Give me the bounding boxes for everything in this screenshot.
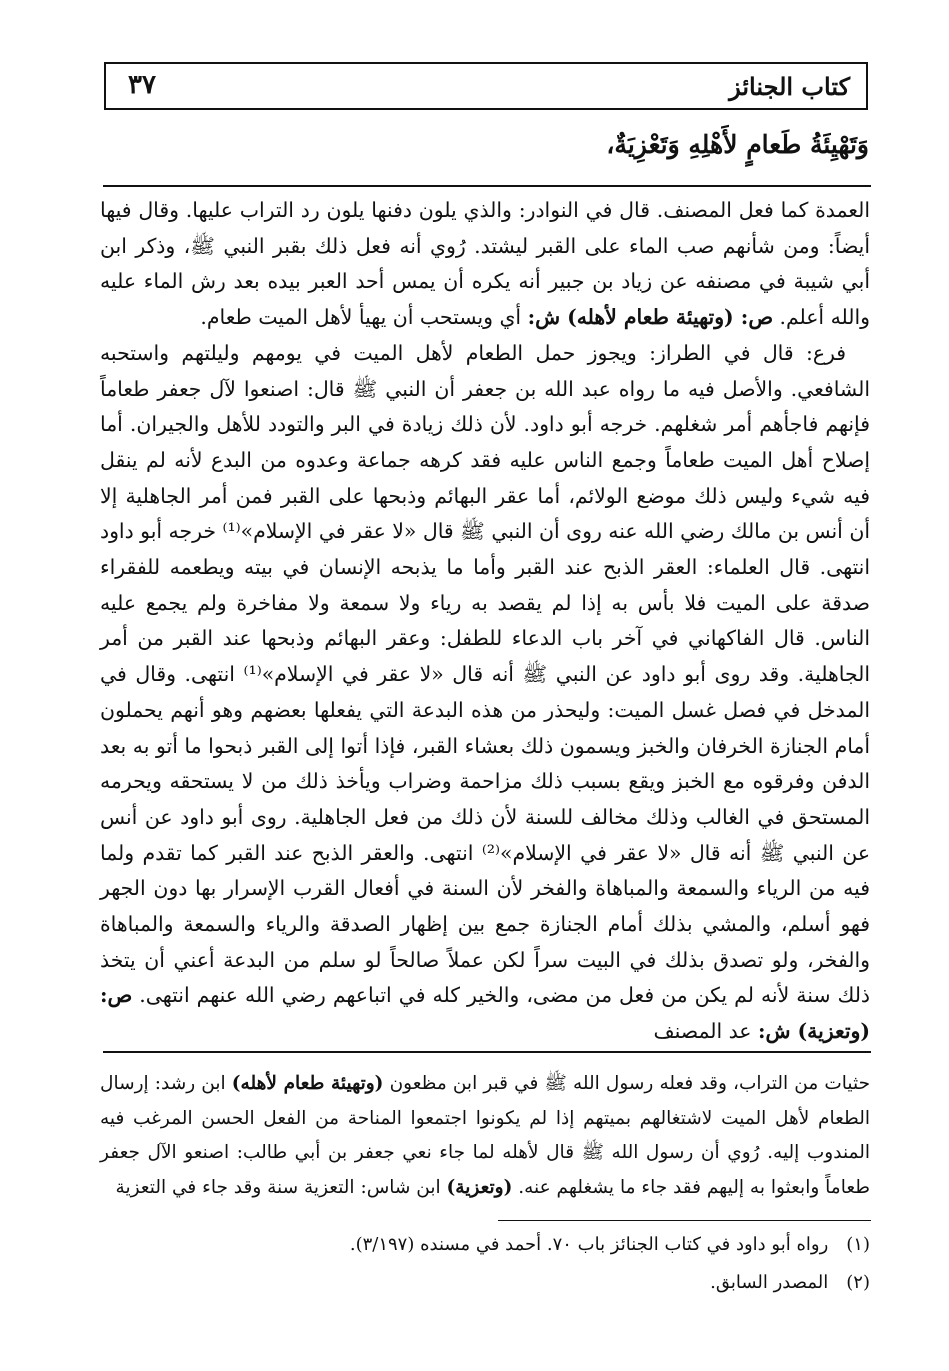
running-header — [104, 62, 868, 110]
divider-middle — [103, 1051, 871, 1053]
footnote-2-text: المصدر السابق. — [710, 1272, 829, 1293]
secondary-text-b: ابن رشد: إرسال الطعام لأهل الميت لاشتغالهم بميتهم إذا لم يكونوا اجتمعوا المناحة من الفعل الحسن المرغب فيه المندوب إليه. رُوي أن رسول الله ﷺ قال لأهله لما جاء نعي جعفر بن أبي طالب: اصنعو الآل جعفر طعاماً وابعثوا به إليهم فقد جاء ما يشغلهم عنه. — [100, 1073, 870, 1198]
secondary-text-a: حثيات من التراب، وقد فعله رسول الله ﷺ في قبر ابن مظعون — [383, 1073, 871, 1094]
secondary-label-2: (وتعزية) — [446, 1176, 513, 1198]
footnote-1-text: رواه أبو داود في كتاب الجنائز باب ٧٠. أحمد في مسنده (٣/١٩٧). — [349, 1234, 829, 1255]
paragraph-1-text: العمدة كما فعل المصنف. قال في النوادر: والذي يلون دفنها يلون رد التراب عليها. وقال فيها أيضاً: ومن شأنهم صب الماء على القبر ليشتد. رُوي أنه فعل ذلك بقبر النبي ﷺ، وذكر ابن أبي شيبة في مصنفه عن زياد بن جبير أنه يكره أن يمس أحد العبر بيده بعد رش الماء عليه والله أعلم. — [100, 198, 870, 330]
footnote-divider — [498, 1220, 871, 1221]
secondary-commentary — [100, 1067, 870, 1205]
matn-text: وَتَهْيِئَةُ طَعامٍ لأَهْلِهِ وَتَعْزِيَةٌ، — [606, 130, 869, 159]
chapter-title: كتاب الجنائز — [729, 72, 850, 101]
matn-quote-label-2: ص: (وتعزية) ش: — [100, 983, 870, 1044]
footnote-1-number: (١) — [846, 1234, 870, 1255]
secondary-label-1: (وتهيئة طعام لأهله) — [231, 1073, 384, 1094]
secondary-paragraph — [100, 1067, 870, 1205]
paragraph-1-tail: أي ويستحب أن يهيأ لأهل الميت طعام. — [200, 305, 528, 330]
paragraph-2-text: فرع: قال في الطراز: ويجوز حمل الطعام لأهل الميت في يومهم وليلتهم واستحبه الشافعي. والأصل فيه ما رواه عبد الله بن جعفر أن النبي ﷺ قال: اصنعوا لآل جعفر طعاماً فإنهم فاجأهم أمر شغلهم. خرجه أبو داود. لأن ذلك زيادة في البر والتودد للأهل والجيران. أما إصلاح أهل الميت طعاماً وجمع الناس عليه فقد كرهه جماعة وعدوه من البدع لأنه لم ينقل فيه شيء وليس ذلك موضع الولائم، أما عقر البهائم وذبحها على القبر فمن أمر الجاهلية إلا أن أنس بن مالك رضي الله عنه روى أن النبي ﷺ قال «لا عقر في الإسلام»⁽¹⁾ خرجه أبو داود انتهى. قال العلماء: العقر الذبح عند القبر وأما ما يذبحه الإنسان في بيته ويطعمه للفقراء صدقة على الميت فلا بأس به إذا لم يقصد به رياء ولا سمعة ولا مفاخرة ولم يجمع عليه الناس. قال الفاكهاني في آخر باب الدعاء للطفل: وعقر البهائم وذبحها عند القبر من أمر الجاهلية. وقد روى أبو داود عن النبي ﷺ أنه قال «لا عقر في الإسلام»⁽¹⁾ انتهى. وقال في المدخل في فصل غسل الميت: وليحذر من هذه البدعة التي يفعلها بعضهم وهو أنهم يحملون أمام الجنازة الخرفان والخبز ويسمون ذلك بعشاء القبر، فإذا أتوا إلى القبر ذبحوا ما أتو به بعد الدفن وفرقوه مع الخبز ويقع بسبب ذلك مزاحمة وضراب ويأخذ ذلك من لا يستحقه ويحرمه المستحق في الغالب وذلك مخالف للسنة لأن ذلك من فعل الجاهلية. روى أبو داود عن أنس عن النبي ﷺ أنه قال «لا عقر في الإسلام»⁽²⁾ انتهى. والعقر الذبح عند القبر كما تقدم ولما فيه من الرياء والسمعة والمباهاة والفخر لأن السنة في أفعال القرب الإسرار بها دون الجهر فهو أسلم، والمشي بذلك أمام الجنازة جمع بين إظهار الصدقة والرياء والسمعة والمباهاة والفخر، ولو تصدق بذلك في البيت سراً لكن عملاً صالحاً لو سلم من البدعة أعني أن يتخذ ذلك سنة لأنه لم يكن من فعل من مضى، والخير كله في اتباعهم رضي الله عنهم انتهى. — [100, 340, 870, 1008]
footnote-2-number: (٢) — [846, 1272, 870, 1293]
page-number: ٣٧ — [128, 70, 156, 100]
main-commentary — [100, 193, 870, 1050]
paragraph-2 — [100, 336, 870, 1050]
paragraph-2-tail: عد المصنف — [653, 1019, 758, 1044]
matn-quote-label: ص: (وتهيئة طعام لأهله) ش: — [527, 305, 773, 330]
paragraph-1 — [100, 193, 870, 336]
footnote-2 — [100, 1264, 870, 1302]
footnotes — [100, 1226, 870, 1302]
secondary-text-c: ابن شاس: التعزية سنة وقد جاء في التعزية — [115, 1176, 447, 1198]
divider-top — [103, 185, 871, 187]
footnote-1 — [100, 1226, 870, 1264]
